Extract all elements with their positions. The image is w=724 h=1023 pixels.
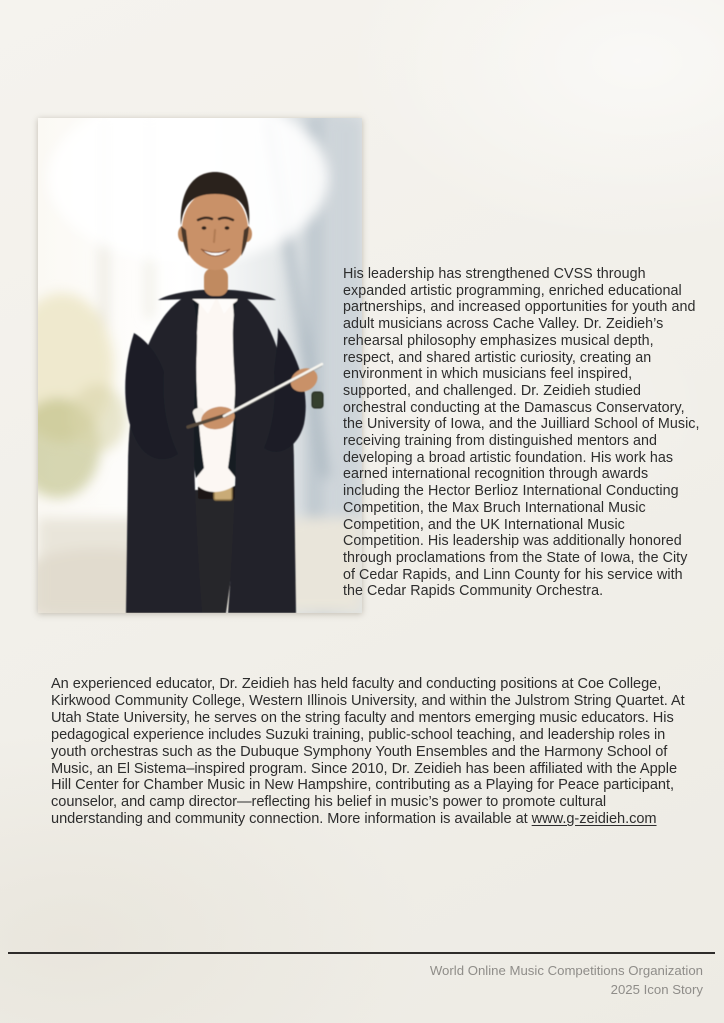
website-link[interactable]: www.g-zeidieh.com (531, 811, 657, 828)
footer-divider (8, 952, 715, 954)
portrait-photo (38, 118, 362, 613)
bio-paragraph (51, 676, 701, 828)
bio-paragraph-text: An experienced educator, Dr. Zeidieh has held faculty and conducting positions at Coe College, Kirkwood Community College, Western Illinois University, and within the Julstrom String Quartet. At Utah State University, he serves on the string faculty and mentors emerging music educators. His pedagogical experience includes Suzuki training, public-school teaching, and leadership roles in youth orchestras such as the Dubuque Symphony Youth Ensembles and the Harmony School of Music, an El Sistema–inspired program. Since 2010, Dr. Zeidieh has been affiliated with the Apple Hill Center for Chamber Music in New Hampshire, contributing as a Playing for Peace participant, counselor, and camp director—reflecting his belief in music’s power to promote cultural understanding and community connection. More information is available at (51, 676, 685, 828)
footer-story: 2025 Icon Story (610, 981, 703, 997)
footer-organization: World Online Music Competitions Organization (429, 963, 703, 978)
page-footer (430, 962, 703, 999)
bio-column-text: His leadership has strengthened CVSS through expanded artistic programming, enriched educational partnerships, and increased opportunities for youth and adult musicians across Cache Valley. Dr. Zeidieh’s rehearsal philosophy emphasizes musical depth, respect, and shared artistic curiosity, creating an environment in which musicians feel inspired, supported, and challenged. Dr. Zeidieh studied orchestral conducting at the Damascus Conservatory, the University of Iowa, and the Juilliard School of Music, receiving training from distinguished mentors and developing a broad artistic foundation. His work has earned international recognition through awards including the Hector Berlioz International Conducting Competition, the Max Bruch International Music Competition, and the UK International Music Competition. His leadership was additionally honored through proclamations from the State of Iowa, the City of Cedar Rapids, and Linn County for his service with the Cedar Rapids Community Orchestra. (343, 266, 700, 600)
